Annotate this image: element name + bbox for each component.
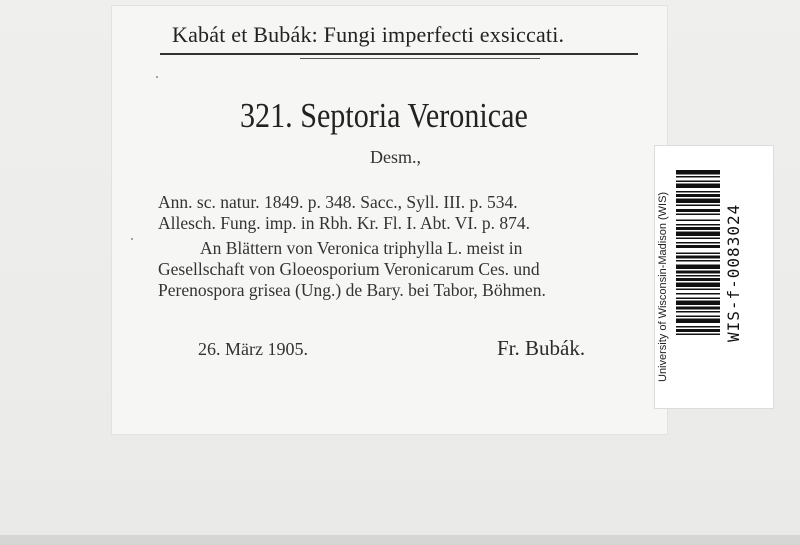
barcode-bar — [676, 301, 720, 306]
barcode-bar — [676, 194, 720, 197]
barcode-bar — [676, 224, 720, 226]
barcode-bar — [676, 326, 720, 328]
collector-name: Fr. Bubák. — [497, 336, 586, 360]
species-title: 321. Septoria Veronicae — [240, 96, 528, 135]
barcode-bar — [676, 334, 720, 336]
barcode-bar — [676, 271, 720, 274]
barcode-bar — [676, 220, 720, 222]
reference-line: Allesch. Fung. imp. in Rbh. Kr. Fl. I. Abt. VI. p. 874. — [158, 213, 531, 233]
barcode-bar — [676, 307, 720, 310]
barcode-bar — [676, 191, 720, 193]
barcode-bar — [676, 316, 720, 318]
barcode-institution: University of Wisconsin-Madison (WIS) — [657, 191, 669, 382]
barcode-bar — [676, 253, 720, 255]
barcode-bar — [676, 214, 720, 216]
barcode-bar — [676, 242, 720, 244]
barcode-bar — [676, 205, 720, 207]
barcode-bar — [676, 245, 720, 248]
barcode-bar — [676, 275, 720, 277]
barcode-bar — [676, 319, 720, 324]
barcode-bar — [676, 238, 720, 240]
barcode-bar — [676, 265, 720, 270]
barcode-bar — [676, 293, 720, 295]
paper-speck — [131, 238, 133, 240]
description-line: An Blättern von Veronica triphylla L. meist in — [200, 238, 523, 258]
barcode-bar — [676, 289, 720, 291]
barcode-bar — [676, 181, 720, 183]
barcode-bar — [676, 311, 720, 313]
barcode-bar — [676, 283, 720, 288]
header-rule — [160, 53, 638, 55]
label-header: Kabát et Bubák: Fungi imperfecti exsiccati. — [172, 22, 565, 47]
description-line: Gesellschaft von Gloeosporium Veronicarum Ces. und — [158, 259, 540, 279]
header-subrule — [300, 58, 540, 59]
barcode-bar — [676, 184, 720, 189]
barcode-bar — [676, 256, 720, 259]
barcode-bar — [676, 176, 720, 178]
barcode-bar — [676, 260, 720, 262]
barcode-bar — [676, 199, 720, 204]
paper-speck — [156, 76, 158, 78]
barcode-bar — [676, 227, 720, 230]
description-line: Perenospora grisea (Ung.) de Bary. bei Tabor, Böhmen. — [158, 280, 546, 300]
reference-line: Ann. sc. natur. 1849. p. 348. Sacc., Syll. III. p. 534. — [158, 192, 518, 212]
barcode-bar — [676, 278, 720, 281]
habitat-description — [158, 238, 638, 301]
sheet-bottom-edge — [0, 535, 800, 545]
barcode-bar — [676, 232, 720, 237]
literature-references — [158, 192, 638, 234]
collection-date: 26. März 1905. — [198, 339, 308, 359]
barcode-id: WIS-f-0083024 — [724, 203, 743, 342]
barcode-bar — [676, 329, 720, 332]
barcode-bar — [676, 209, 720, 212]
barcode-image — [676, 170, 720, 380]
barcode-bar — [676, 298, 720, 300]
species-author: Desm., — [370, 147, 421, 167]
barcode-bar — [676, 170, 720, 175]
